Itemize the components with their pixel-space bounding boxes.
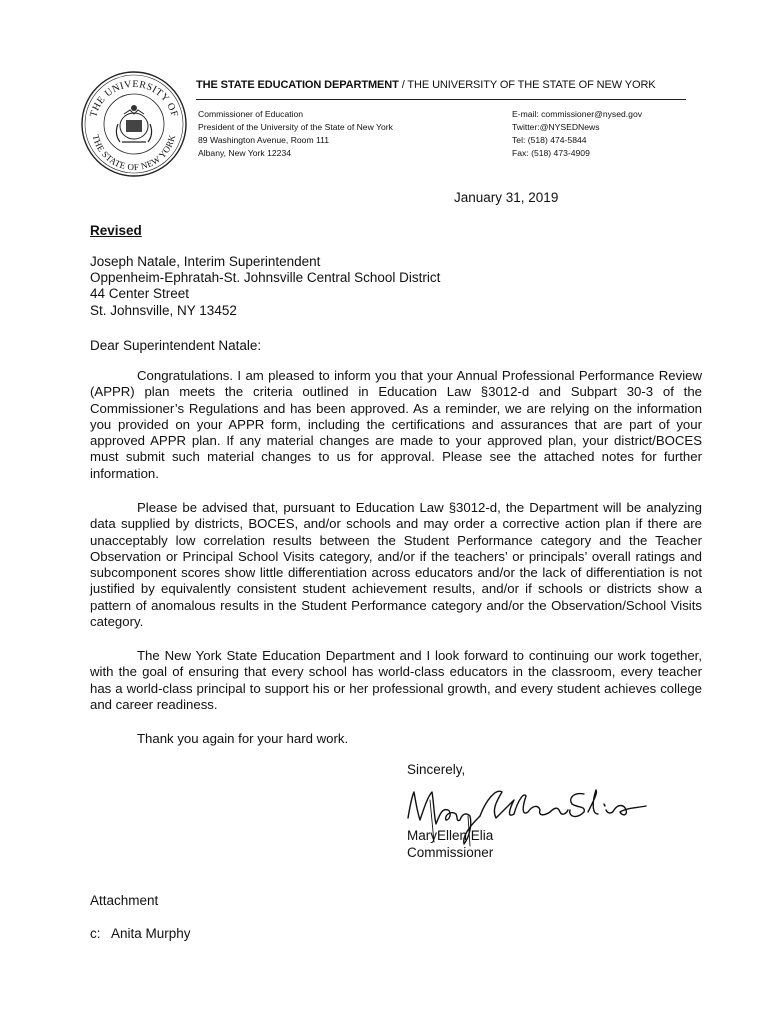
office-line: President of the University of the State of New York: [198, 122, 393, 132]
heading-separator: /: [398, 79, 408, 91]
salutation: Dear Superintendent Natale:: [90, 338, 262, 353]
address-line: 44 Center Street: [90, 286, 190, 302]
body-paragraph: The New York State Education Department and I look forward to continuing our work together, with the goal of ensuring that every school has world-class educators in the classroom, every teacher has a world-class principal to support his or her professional growth, and every student achieves college and career readiness.: [90, 648, 702, 712]
address-line: Joseph Natale, Interim Superintendent: [90, 254, 321, 269]
body-paragraph: Thank you again for your hard work.: [137, 731, 349, 746]
department-heading: [196, 79, 686, 91]
nys-education-seal: [80, 70, 188, 178]
svg-text:THE STATE OF NEW YORK: THE STATE OF NEW YORK: [90, 133, 178, 173]
university-name: THE UNIVERSITY OF THE STATE OF NEW YORK: [407, 79, 656, 91]
signer-name: MaryEllen Elia: [407, 828, 494, 843]
recipient-address: [90, 254, 440, 319]
revised-label: Revised: [90, 223, 142, 238]
body-paragraph: Congratulations. I am pleased to inform you that your Annual Professional Performance Review (APPR) plan meets the criteria outlined in Education Law §3012-d and Subpart 30-3 of the Commissioner’s Regulations and has been approved. As a reminder, we are relying on the information you provided on your APPR form, including the certifications and assurances that are part of your approved APPR plan. If any material changes are made to your approved plan, your district/BOCES must submit such material changes to us for approval. Please see the attached notes for further information.: [90, 368, 702, 481]
contact-twitter: Twitter:@NYSEDNews: [512, 122, 600, 132]
department-name: THE STATE EDUCATION DEPARTMENT: [196, 79, 399, 91]
svg-text:THE UNIVERSITY OF: THE UNIVERSITY OF: [88, 78, 180, 119]
address-line: St. Johnsville, NY 13452: [90, 302, 237, 318]
body-paragraph: Please be advised that, pursuant to Education Law §3012-d, the Department will be analyzing data supplied by districts, BOCES, and/or schools and may order a corrective action plan if there are unacceptably low correlation results between the Student Performance category and the Teacher Observation or Principal School Visits category, and/or if the teachers’ or principals’ overall ratings and subcomponent scores show little differentiation across educators and/or the lack of differentiation is not justified by equivalently consistent student achievement results, and/or if schools or districts show a pattern of anomalous results in the Student Performance category and/or the Observation/School Visits category.: [90, 500, 702, 630]
signer-title: Commissioner: [407, 844, 494, 860]
closing: Sincerely,: [407, 762, 466, 777]
contact-email: E-mail: commissioner@nysed.gov: [512, 109, 643, 119]
office-line: 89 Washington Avenue, Room 111: [198, 135, 330, 145]
letter-date: January 31, 2019: [454, 190, 559, 205]
contact-info-block: [512, 108, 712, 160]
office-line: Albany, New York 12234: [198, 148, 292, 158]
attachment-note: Attachment: [90, 893, 159, 908]
address-line: Oppenheim-Ephratah-St. Johnsville Central School District: [90, 270, 441, 286]
office-address-block: [198, 108, 478, 160]
contact-fax: Fax: (518) 473-4909: [512, 148, 590, 158]
letterhead-divider: [196, 99, 686, 100]
contact-tel: Tel: (518) 474-5844: [512, 135, 587, 145]
signer-block: [407, 828, 493, 861]
cc-line: c: Anita Murphy: [90, 926, 191, 941]
office-line: Commissioner of Education: [198, 109, 304, 119]
